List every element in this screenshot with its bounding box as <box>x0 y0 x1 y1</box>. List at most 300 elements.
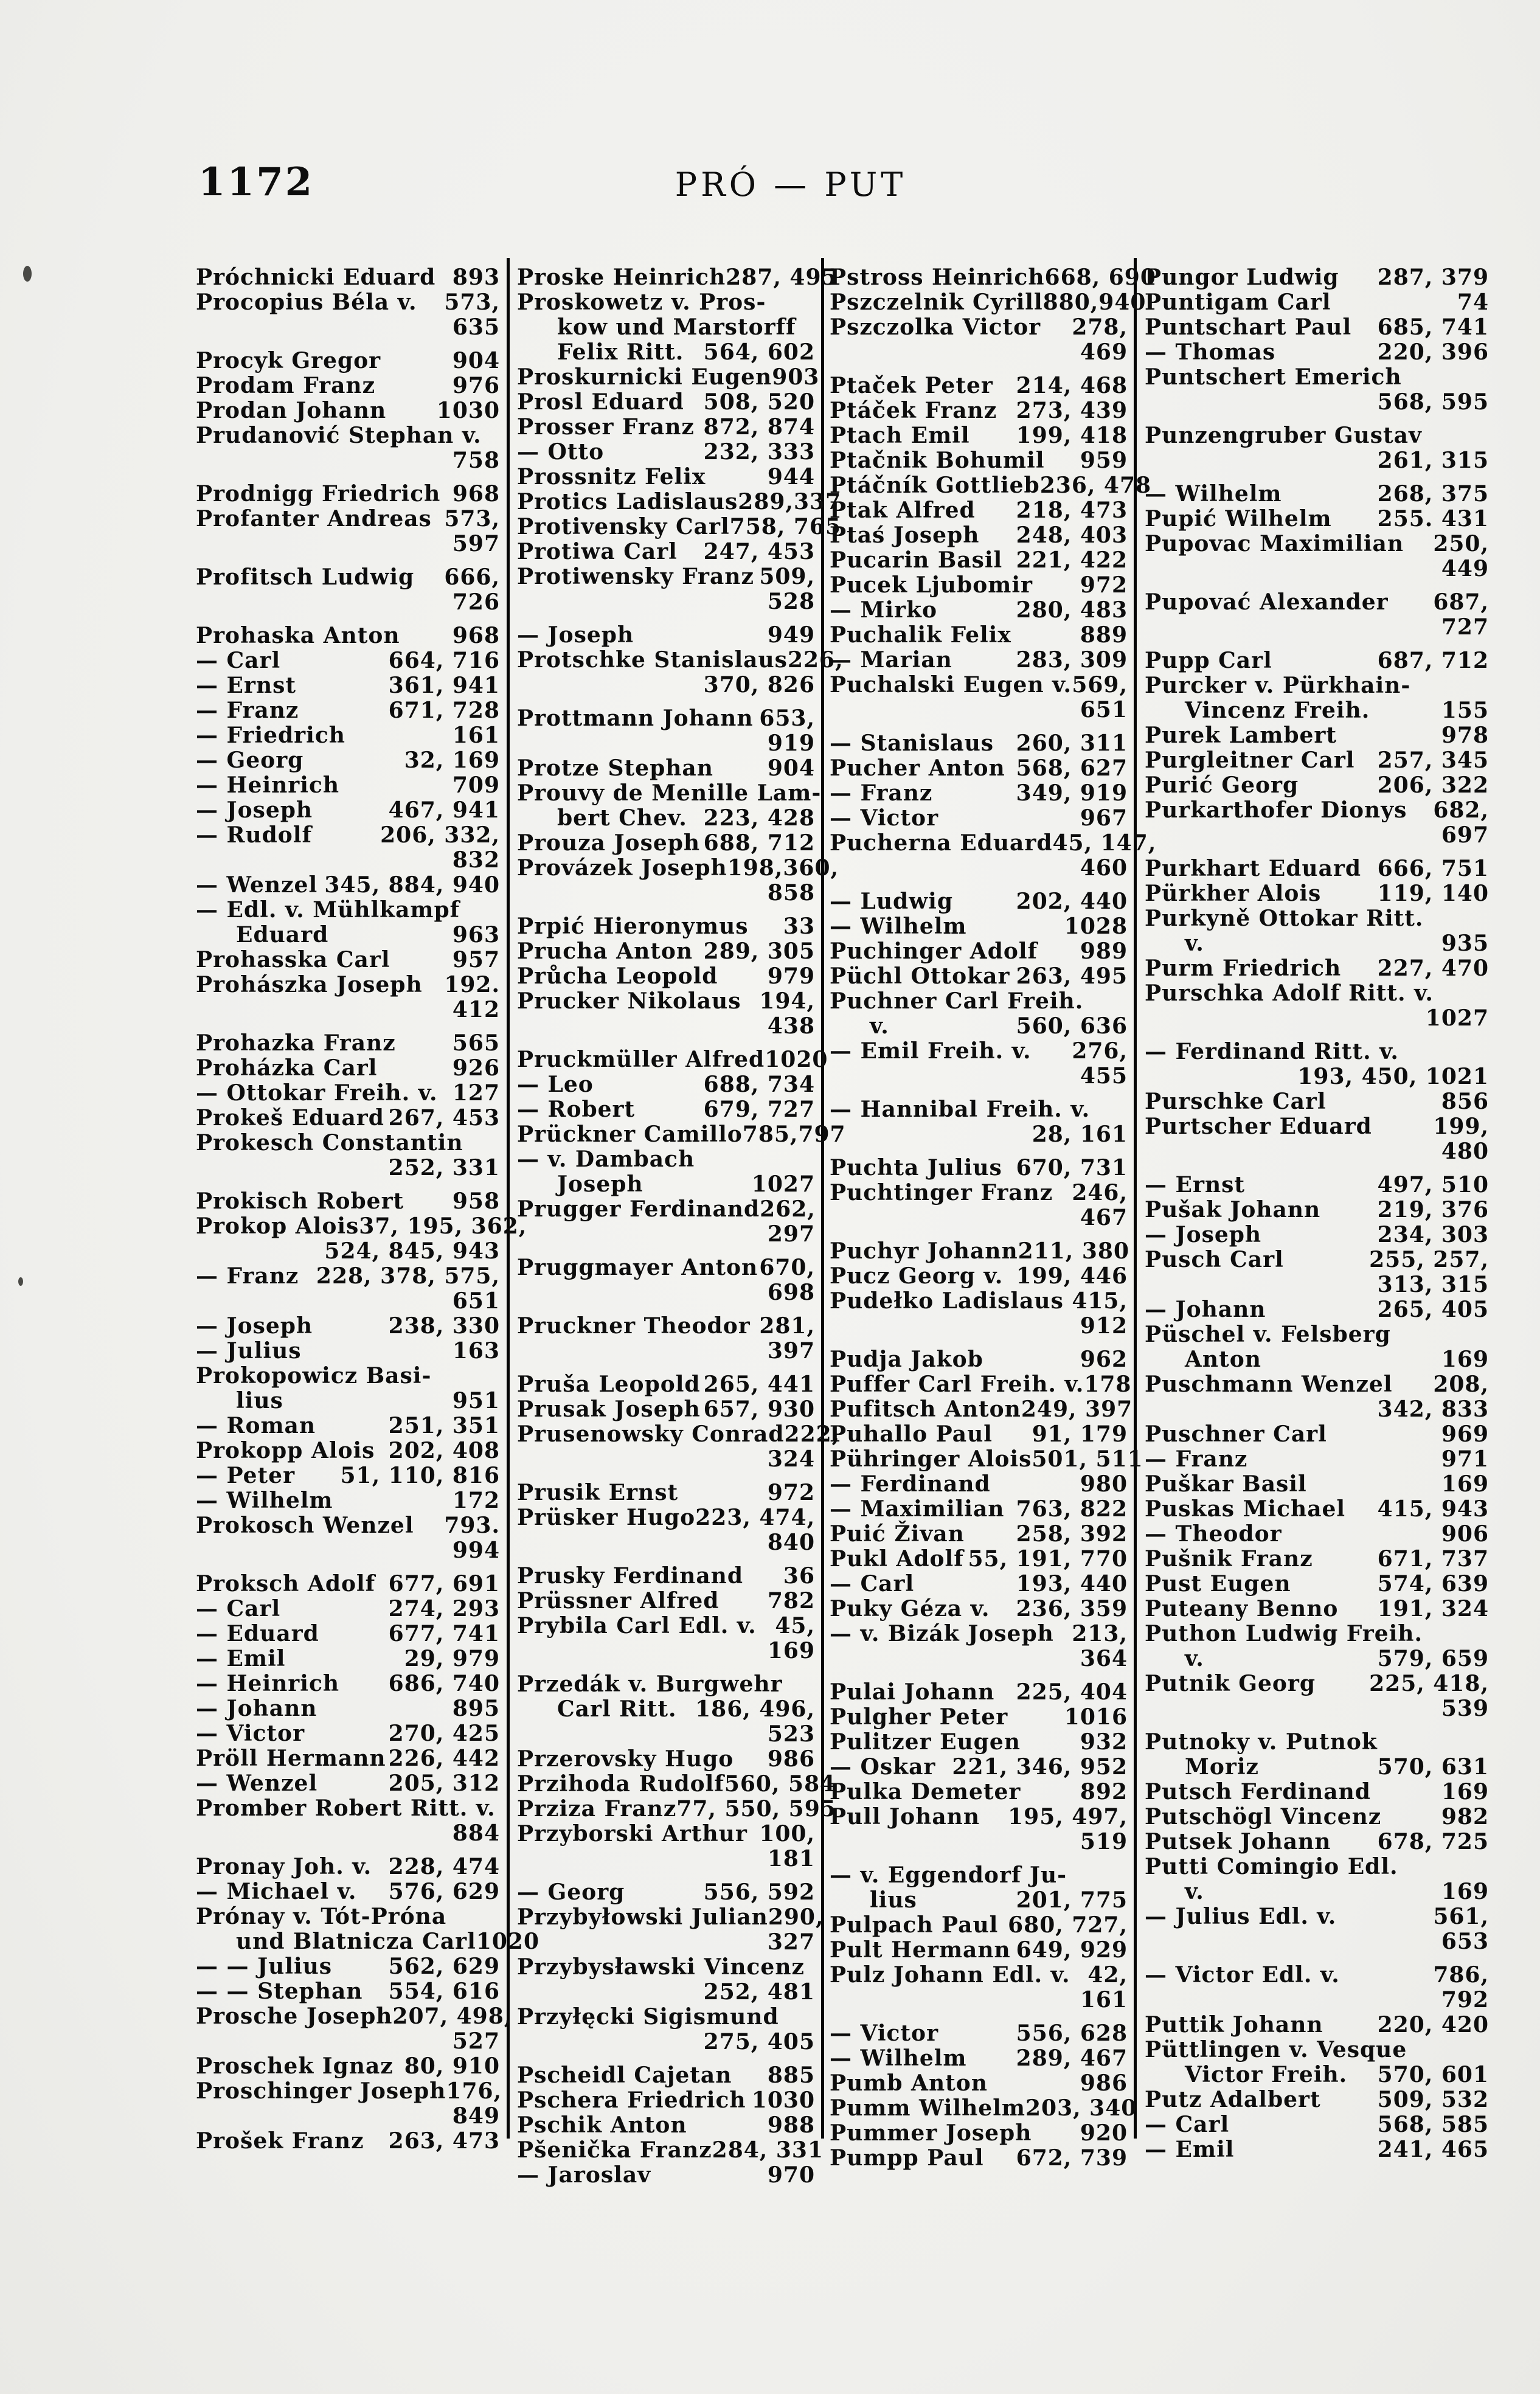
index-row <box>517 1697 815 1722</box>
index-row <box>1145 648 1489 673</box>
entry-pages: 919 <box>767 730 815 756</box>
entry-pages: 970 <box>767 2162 815 2188</box>
entry-pages: 100, <box>759 1821 815 1847</box>
entry-pages: 958 <box>452 1188 500 1214</box>
entry-pages: 978 <box>1441 723 1489 748</box>
entry-pages: 574, 639 <box>1377 1571 1489 1597</box>
entry-pages: 971 <box>1441 1446 1489 1472</box>
index-row <box>196 848 500 873</box>
index-row <box>830 2146 1128 2171</box>
entry-pages: 415, 943 <box>1377 1496 1489 1522</box>
entry-name: Pschera Friedrich <box>517 2087 746 2113</box>
column-divider <box>821 258 824 2139</box>
index-row <box>196 1414 500 1438</box>
index-row <box>196 1771 500 1796</box>
entry-name: Prokeš Eduard <box>196 1105 384 1131</box>
entry-pages: 278, <box>1072 314 1128 340</box>
index-row <box>830 315 1128 340</box>
index-row <box>196 748 500 773</box>
entry-name: — Julius <box>196 1338 302 1364</box>
entry-pages: 236, 359 <box>1016 1596 1128 1622</box>
entry-name: Prugger Ferdinand <box>517 1196 760 1222</box>
index-row <box>196 698 500 723</box>
entry-name: — Wilhelm <box>196 1488 333 1513</box>
entry-name: Prossnitz Felix <box>517 464 706 490</box>
entry-name: Prybila Carl Edl. v. <box>517 1613 757 1639</box>
index-row <box>830 473 1152 498</box>
entry-name: Puchyr Johann <box>830 1238 1018 1264</box>
index-column-4 <box>1145 265 1489 2162</box>
index-row <box>830 1805 1128 1830</box>
entry-pages: 127 <box>452 1080 500 1106</box>
entry-name: Pušnik Franz <box>1145 1546 1313 1572</box>
entry-pages: 223, 428 <box>703 805 815 831</box>
entry-name: Pumpp Paul <box>830 2145 984 2171</box>
index-row <box>830 1396 1133 1422</box>
entry-pages: 119, 140 <box>1377 881 1489 906</box>
entry-pages: 856 <box>1441 1089 1489 1114</box>
index-row <box>196 873 500 898</box>
entry-pages: 263, 495 <box>1016 963 1128 989</box>
column-divider <box>507 258 510 2139</box>
index-row <box>1145 981 1489 1006</box>
index-row <box>830 1264 1128 1289</box>
entry-pages: 268, 375 <box>1377 481 1489 507</box>
entry-name: Pult Hermann <box>830 1937 1011 1963</box>
index-row <box>830 648 1128 673</box>
index-row <box>1145 1522 1489 1547</box>
entry-name: Purić Georg <box>1145 772 1299 798</box>
entry-pages: 169 <box>1441 1347 1489 1372</box>
index-row <box>1145 532 1489 557</box>
entry-pages: 649, 929 <box>1016 1937 1128 1963</box>
entry-pages: 45, <box>775 1613 815 1639</box>
entry-pages: 284, 331 <box>712 2137 824 2163</box>
entry-name: Protivensky Carl <box>517 514 730 540</box>
index-row <box>830 698 1128 723</box>
entry-pages: 234, 303 <box>1377 1222 1489 1247</box>
entry-pages: 169 <box>1441 1471 1489 1497</box>
entry-name: Prusky Ferdinand <box>517 1563 744 1589</box>
entry-name: Prosser Franz <box>517 414 695 440</box>
index-row <box>830 448 1128 473</box>
index-row <box>1145 1805 1489 1830</box>
entry-pages: 176, <box>446 2078 502 2104</box>
index-row <box>1145 1397 1489 1422</box>
index-row <box>830 1014 1128 1039</box>
entry-name: Prokisch Robert <box>196 1188 404 1214</box>
entry-pages: 497, 510 <box>1377 1172 1489 1198</box>
entry-pages: 169 <box>767 1638 815 1664</box>
index-row <box>196 1979 500 2004</box>
entry-pages: 685, 741 <box>1377 314 1489 340</box>
entry-name: Purschka Adolf Ritt. v. <box>1145 980 1434 1006</box>
entry-pages: 397 <box>767 1338 815 1364</box>
index-row <box>1145 1272 1489 1297</box>
index-row <box>830 1122 1128 1147</box>
index-row <box>830 1863 1128 1888</box>
entry-pages: 568, 585 <box>1377 2112 1489 2137</box>
entry-pages: 251, 351 <box>388 1413 500 1438</box>
index-row <box>196 2129 500 2154</box>
index-row <box>830 806 1128 831</box>
entry-name: Pucarin Basil <box>830 547 1003 573</box>
entry-pages: 726 <box>452 589 500 615</box>
entry-name: Ptak Alfred <box>830 498 976 523</box>
entry-pages: 260, 311 <box>1016 730 1128 756</box>
index-row <box>830 2121 1128 2146</box>
entry-pages: 880,940 <box>1042 290 1146 315</box>
entry-pages: 573, <box>444 506 500 532</box>
entry-pages: 29, 979 <box>404 1646 500 1671</box>
entry-pages: 944 <box>767 464 815 490</box>
entry-pages: 265, 441 <box>703 1372 815 1397</box>
index-row <box>830 2071 1128 2096</box>
entry-pages: 554, 616 <box>388 1979 500 2004</box>
entry-pages: 37, 195, 362, <box>359 1213 527 1239</box>
index-row <box>830 856 1128 881</box>
index-row <box>517 1639 815 1664</box>
entry-pages: 903 <box>772 364 820 390</box>
entry-pages: 1020 <box>476 1929 540 1954</box>
entry-pages: 519 <box>1080 1829 1128 1854</box>
entry-pages: 793. <box>444 1513 500 1538</box>
entry-pages: 524, 845, 943 <box>324 1238 500 1264</box>
entry-pages: 193, 450, 1021 <box>1297 1064 1489 1089</box>
entry-name: Pröll Hermann <box>196 1746 386 1771</box>
index-row <box>1145 1039 1489 1064</box>
entry-pages: 241, 465 <box>1377 2137 1489 2162</box>
entry-name: Pufitsch Anton <box>830 1396 1021 1422</box>
entry-name: v. <box>1185 1879 1204 1904</box>
entry-name: — Peter <box>196 1463 296 1488</box>
index-row <box>196 723 500 748</box>
index-row <box>517 1980 815 2005</box>
index-row <box>830 914 1128 939</box>
entry-pages: 220, 396 <box>1377 339 1489 365</box>
entry-pages: 273, 439 <box>1016 398 1128 423</box>
entry-pages: 959 <box>1080 448 1128 473</box>
index-row <box>517 964 815 989</box>
index-row <box>1145 1089 1489 1114</box>
entry-pages: 885 <box>767 2063 815 2088</box>
entry-name: Pszczolka Victor <box>830 314 1041 340</box>
entry-name: Przerovsky Hugo <box>517 1746 734 1772</box>
entry-name: Pühringer Alois <box>830 1446 1032 1472</box>
index-row <box>517 1822 815 1847</box>
entry-pages: 556, 628 <box>1016 2021 1128 2046</box>
entry-name: Ptáček Franz <box>830 398 997 423</box>
index-row <box>1145 698 1489 723</box>
entry-pages: 199, 418 <box>1016 423 1128 448</box>
entry-name: — Carl <box>830 1571 915 1597</box>
index-row <box>830 889 1128 914</box>
index-row <box>1145 1114 1489 1139</box>
entry-name: Puchalik Felix <box>830 622 1011 648</box>
entry-name: — v. Eggendorf Ju- <box>830 1862 1067 1888</box>
index-row <box>196 1929 540 1954</box>
index-row <box>830 1446 1143 1472</box>
entry-name: — Julius Edl. v. <box>1145 1904 1337 1929</box>
entry-pages: 455 <box>1080 1063 1128 1089</box>
entry-pages: 225, 404 <box>1016 1679 1128 1705</box>
entry-pages: 199, <box>1433 1114 1489 1139</box>
entry-pages: 274, 293 <box>388 1596 500 1622</box>
entry-name: Profanter Andreas <box>196 506 432 532</box>
index-row <box>517 2088 815 2113</box>
entry-pages: 324 <box>767 1446 815 1472</box>
entry-name: — Ferdinand <box>830 1471 991 1497</box>
index-row <box>1145 2063 1489 2087</box>
entry-name: Pummer Joseph <box>830 2120 1032 2146</box>
entry-name: Putz Adalbert <box>1145 2087 1321 2112</box>
index-row <box>196 1463 500 1488</box>
entry-name: Puchner Carl Freih. <box>830 988 1084 1014</box>
index-row <box>196 1488 500 1513</box>
page-number: 1172 <box>198 159 314 205</box>
entry-name: Prodnigg Friedrich <box>196 481 441 507</box>
entry-pages: 228, 474 <box>388 1854 500 1879</box>
entry-name: Carl Ritt. <box>557 1696 677 1722</box>
index-row <box>1145 956 1489 981</box>
index-row <box>1145 798 1489 823</box>
index-row <box>1145 1497 1489 1522</box>
index-row <box>1145 1472 1489 1497</box>
entry-pages: 226, <box>787 647 844 673</box>
entry-pages: 895 <box>452 1696 500 1721</box>
entry-name: Prokopp Alois <box>196 1438 375 1463</box>
entry-pages: 225, 418, <box>1369 1671 1489 1696</box>
entry-name: — Ottokar Freih. v. <box>196 1080 438 1106</box>
entry-pages: 222, <box>784 1421 841 1447</box>
index-row <box>830 1913 1128 1938</box>
entry-pages: 653 <box>1441 1929 1489 1954</box>
index-row <box>1145 673 1489 698</box>
entry-pages: 223, 474, <box>695 1505 816 1530</box>
index-row <box>196 798 500 823</box>
entry-name: Prodam Franz <box>196 373 376 398</box>
entry-pages: 560, 584 <box>724 1771 836 1797</box>
index-row <box>830 1239 1128 1264</box>
entry-pages: 232, 333 <box>703 439 815 465</box>
index-row <box>517 914 815 939</box>
entry-name: — Maximilian <box>830 1496 1005 1522</box>
index-row <box>517 780 822 806</box>
entry-pages: 342, 833 <box>1377 1396 1489 1422</box>
index-row <box>1145 507 1489 532</box>
index-row <box>196 373 500 398</box>
index-row <box>196 1189 500 1214</box>
entry-name: lius <box>236 1388 283 1414</box>
index-row <box>196 2054 500 2079</box>
index-row <box>196 1622 500 1646</box>
entry-name: Przybyłowski Julian <box>517 1904 768 1930</box>
entry-pages: 275, 405 <box>703 2029 815 2055</box>
entry-name: Purek Lambert <box>1145 723 1337 748</box>
index-row <box>517 1505 815 1530</box>
entry-pages: 214, 468 <box>1016 373 1128 398</box>
entry-name: Pudja Jakob <box>830 1347 983 1372</box>
entry-name: Prošek Franz <box>196 2128 364 2154</box>
entry-name: — Emil Freih. v. <box>830 1038 1032 1064</box>
entry-pages: 635 <box>452 314 500 340</box>
entry-pages: 501, 511 <box>1032 1446 1143 1472</box>
entry-name: Pstross Heinrich <box>830 265 1045 290</box>
entry-pages: 236, 478 <box>1039 473 1152 498</box>
index-row <box>517 390 815 415</box>
entry-pages: 77, 550, 595 <box>676 1796 836 1822</box>
index-row <box>1145 906 1489 931</box>
index-row <box>196 1821 500 1846</box>
index-row <box>196 1106 500 1131</box>
entry-name: v. <box>1185 1646 1204 1671</box>
entry-pages: 80, 910 <box>404 2053 500 2079</box>
entry-name: Prziza Franz <box>517 1796 677 1822</box>
index-row <box>830 1780 1128 1805</box>
index-row <box>196 349 500 373</box>
index-row <box>830 756 1128 781</box>
entry-name: Próchnicki Eduard <box>196 265 436 290</box>
entry-name: Proschek Ignaz <box>196 2053 394 2079</box>
entry-name: Pšenička Franz <box>517 2137 712 2163</box>
entry-pages: 364 <box>1080 1646 1128 1671</box>
entry-pages: 201, 775 <box>1016 1887 1128 1913</box>
index-row <box>517 514 841 540</box>
entry-pages: 904 <box>452 348 500 373</box>
index-row <box>830 1988 1128 2013</box>
entry-name: — Ferdinand Ritt. v. <box>1145 1039 1399 1064</box>
entry-pages: 893 <box>452 265 500 290</box>
index-row <box>1145 265 1489 290</box>
entry-name: — Johann <box>1145 1297 1266 1322</box>
entry-pages: 51, 110, 816 <box>340 1463 500 1488</box>
entry-pages: 509, <box>759 564 815 589</box>
index-row <box>830 598 1128 623</box>
index-row <box>196 1721 500 1746</box>
entry-name: — Eduard <box>196 1621 319 1646</box>
entry-pages: 666, 751 <box>1377 856 1489 881</box>
entry-pages: 969 <box>1441 1421 1489 1447</box>
entry-pages: 989 <box>1080 939 1128 964</box>
entry-name: Pschik Anton <box>517 2112 687 2138</box>
index-row <box>517 1747 815 1772</box>
entry-pages: 257, 345 <box>1377 748 1489 773</box>
entry-name: Puffer Carl Freih. v. <box>830 1372 1084 1397</box>
index-row <box>517 364 820 390</box>
index-row <box>517 1014 815 1039</box>
entry-name: Prosche Joseph <box>196 2004 393 2029</box>
entry-name: Pupovać Alexander <box>1145 589 1389 615</box>
entry-pages: 206, 332, <box>380 822 500 848</box>
entry-pages: 666, <box>444 564 500 590</box>
entry-name: Putti Comingio Edl. <box>1145 1854 1398 1879</box>
entry-pages: 677, 741 <box>388 1621 500 1646</box>
entry-pages: 576, 629 <box>388 1879 500 1904</box>
entry-name: Puttik Johann <box>1145 2012 1323 2038</box>
entry-name: — Leo <box>517 1072 594 1097</box>
entry-pages: 672, 739 <box>1016 2145 1128 2171</box>
index-row <box>196 590 500 615</box>
index-row <box>1145 1322 1489 1347</box>
entry-pages: 786, <box>1433 1962 1489 1988</box>
entry-pages: 782 <box>767 1588 815 1614</box>
entry-name: — Emil <box>196 1646 286 1671</box>
entry-name: — Wilhelm <box>830 914 967 939</box>
entry-name: Puteany Benno <box>1145 1596 1339 1622</box>
entry-pages: 560, 636 <box>1016 1013 1128 1039</box>
entry-name: Putschögl Vincenz <box>1145 1804 1382 1830</box>
entry-pages: 668, 690 <box>1044 265 1156 290</box>
entry-name: — Carl <box>196 1596 281 1622</box>
entry-name: Protschke Stanislaus <box>517 647 788 673</box>
entry-name: Moriz <box>1185 1754 1259 1780</box>
entry-pages: 579, 659 <box>1377 1646 1489 1671</box>
entry-pages: 192. <box>444 972 500 998</box>
entry-name: — Franz <box>196 1263 299 1289</box>
index-row <box>517 415 815 440</box>
entry-pages: 912 <box>1080 1313 1128 1339</box>
entry-pages: 313, 315 <box>1377 1272 1489 1297</box>
entry-name: Proskowetz v. Pros- <box>517 290 766 315</box>
entry-name: lius <box>870 1887 917 1913</box>
index-row <box>517 1930 815 1955</box>
entry-name: — Joseph <box>517 622 634 648</box>
entry-pages: 976 <box>452 373 500 398</box>
index-row <box>517 2005 815 2030</box>
entry-pages: 195, 497, <box>1008 1804 1128 1830</box>
index-row <box>517 706 815 731</box>
entry-pages: 527 <box>452 2028 500 2054</box>
entry-name: Purcker v. Pürkhain- <box>1145 673 1411 698</box>
index-row <box>517 1147 815 1172</box>
entry-pages: 1020 <box>765 1047 828 1072</box>
index-row <box>830 830 1157 856</box>
index-row <box>517 290 815 315</box>
entry-name: Pucz Georg v. <box>830 1263 1004 1289</box>
entry-name: — Roman <box>196 1413 316 1438</box>
entry-pages: 287, 379 <box>1377 265 1489 290</box>
entry-name: Puhallo Paul <box>830 1421 993 1447</box>
index-row <box>196 1289 500 1314</box>
entry-pages: 523 <box>767 1721 815 1747</box>
index-row <box>1145 723 1489 748</box>
index-row <box>830 398 1128 423</box>
index-row <box>830 1730 1128 1755</box>
index-row <box>196 2079 500 2104</box>
index-row <box>517 1314 815 1339</box>
index-row <box>196 1438 500 1463</box>
entry-name: — Wilhelm <box>1145 481 1282 507</box>
entry-pages: 697 <box>1441 822 1489 848</box>
entry-name: Proskurnicki Eugen <box>517 364 772 390</box>
entry-name: Prohasska Carl <box>196 947 390 973</box>
entry-name: Pupovac Maximilian <box>1145 531 1404 557</box>
entry-pages: 219, 376 <box>1377 1197 1489 1223</box>
entry-name: Püttlingen v. Vesque <box>1145 2037 1407 2063</box>
entry-pages: 163 <box>452 1338 500 1364</box>
entry-pages: 967 <box>1080 805 1128 831</box>
index-row <box>1145 290 1489 315</box>
entry-pages: 287, 495 <box>726 265 838 290</box>
entry-name: — Oskar <box>830 1754 936 1780</box>
index-row <box>1145 748 1489 773</box>
index-row <box>1145 590 1489 615</box>
index-row <box>196 1696 500 1721</box>
entry-name: Pupić Wilhelm <box>1145 506 1332 532</box>
entry-name: — Emil <box>1145 2137 1235 2162</box>
index-row <box>1145 881 1489 906</box>
entry-pages: 186, 496, <box>695 1696 815 1722</box>
